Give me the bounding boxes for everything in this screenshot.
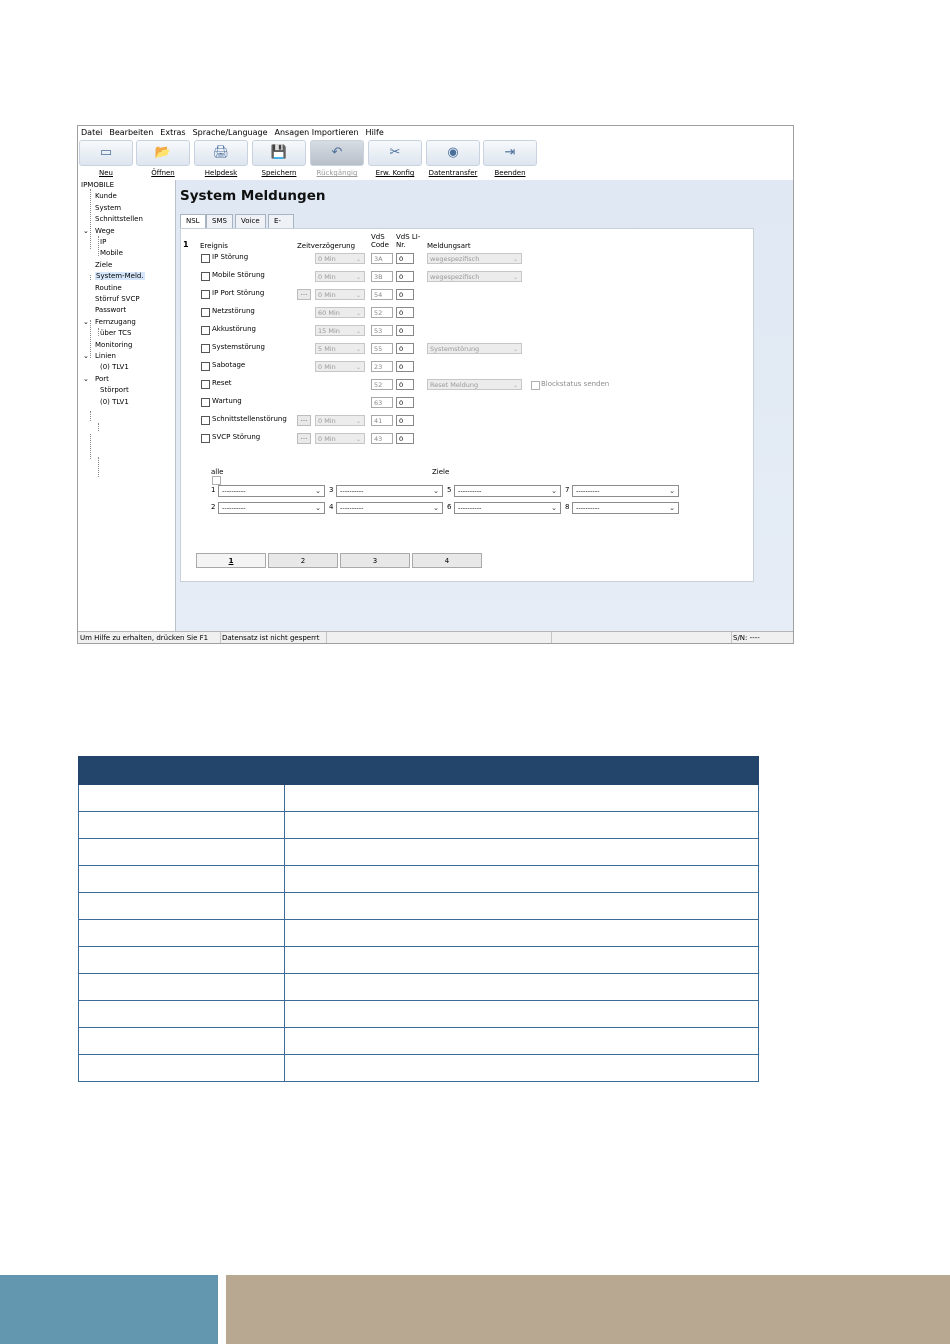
vds-code-field[interactable]: 41 [371, 415, 393, 426]
table-row [79, 1055, 759, 1082]
table-cell [285, 974, 759, 1001]
tree-item[interactable] [95, 283, 122, 294]
ellipsis-button[interactable]: ... [297, 415, 311, 426]
vds-li-field[interactable]: 0 [396, 361, 414, 372]
vds-li-field[interactable]: 0 [396, 307, 414, 318]
ziel-value: ---------- [576, 504, 600, 512]
tree-item-label: Linien [95, 352, 116, 360]
event-checkbox[interactable] [201, 380, 210, 389]
chevron-down-icon: ⌄ [355, 292, 361, 299]
event-label: IP Port Störung [212, 289, 265, 297]
toolbar-button-neu[interactable] [78, 140, 134, 176]
navigation-tree [78, 180, 176, 631]
table-row [79, 812, 759, 839]
delay-value: 0 Min [318, 291, 336, 299]
table-cell [79, 893, 285, 920]
footer-bar-left [0, 1275, 218, 1344]
delay-value: 0 Min [318, 273, 336, 281]
save-disk-icon: 💾 [252, 140, 306, 166]
delay-dropdown[interactable] [315, 289, 365, 300]
chevron-down-icon: ⌄ [315, 487, 321, 495]
table-row [79, 839, 759, 866]
chevron-down-icon: ⌄ [512, 256, 518, 263]
table-row [79, 1001, 759, 1028]
toolbar-label: Erw. Konfig [375, 169, 415, 177]
ziel-value: ---------- [222, 487, 246, 495]
status-serial: S/N: ---- [733, 634, 760, 642]
ziel-value: ---------- [340, 504, 364, 512]
table-cell [79, 1028, 285, 1055]
table-row [79, 893, 759, 920]
toolbar-label: Datentransfer [428, 169, 478, 177]
delay-value: 5 Min [318, 345, 336, 353]
vds-code-field[interactable]: 52 [371, 307, 393, 318]
tree-item-label: Port [95, 374, 109, 383]
table-cell [79, 785, 285, 812]
chevron-down-icon: ⌄ [355, 310, 361, 317]
chevron-down-icon[interactable]: ⌄ [83, 352, 89, 360]
tree-item[interactable] [95, 340, 132, 351]
ziel-number: 7 [565, 486, 570, 494]
ziel-number: 1 [211, 486, 216, 494]
vds-code-field[interactable]: 43 [371, 433, 393, 444]
tab-sms[interactable]: SMS [206, 214, 233, 228]
ziel-value: ---------- [576, 487, 600, 495]
ziel-value: ---------- [458, 487, 482, 495]
event-checkbox[interactable] [201, 362, 210, 371]
table-cell [285, 1028, 759, 1055]
vds-code-field[interactable]: 54 [371, 289, 393, 300]
event-label: Systemstörung [212, 343, 265, 351]
table-cell [79, 974, 285, 1001]
tab-nsl[interactable]: NSL [180, 214, 206, 229]
table-cell [285, 893, 759, 920]
status-bar [78, 631, 793, 644]
exit-door-icon: ⇥ [483, 140, 537, 166]
tree-guide-line [98, 457, 99, 477]
page-button-3[interactable]: 3 [340, 553, 410, 568]
toolbar-label: Neu [99, 169, 113, 177]
ziel-select[interactable] [454, 502, 561, 514]
vds-code-field[interactable]: 63 [371, 397, 393, 408]
tree-item-label: Fernzugang [95, 317, 136, 326]
ziel-number: 8 [565, 503, 570, 511]
delay-dropdown[interactable] [315, 343, 365, 354]
meldungsart-dropdown[interactable] [427, 253, 522, 264]
meldungsart-value: Reset Meldung [430, 381, 479, 389]
chevron-down-icon: ⌄ [551, 487, 557, 495]
vds-li-field[interactable]: 0 [396, 343, 414, 354]
table-header-row [79, 757, 759, 785]
event-checkbox[interactable] [201, 344, 210, 353]
table-cell [79, 812, 285, 839]
toolbar-button-speichern[interactable] [251, 140, 307, 176]
table-cell [285, 920, 759, 947]
chevron-down-icon: ⌄ [355, 436, 361, 443]
menu-hilfe[interactable]: Hilfe [365, 128, 384, 137]
vds-li-field[interactable]: 0 [396, 253, 414, 264]
chevron-down-icon[interactable]: ⌄ [83, 374, 89, 383]
vds-li-field[interactable]: 0 [396, 271, 414, 282]
chevron-down-icon: ⌄ [433, 504, 439, 512]
tree-item[interactable] [95, 351, 116, 362]
table-cell [79, 1055, 285, 1082]
status-empty-1 [326, 632, 552, 644]
table-cell [285, 812, 759, 839]
meldungsart-value: Systemstörung [430, 345, 480, 353]
status-record: Datensatz ist nicht gesperrt [220, 632, 327, 644]
event-label: Akkustörung [212, 325, 256, 333]
tree-item[interactable] [100, 248, 123, 259]
chevron-down-icon: ⌄ [355, 328, 361, 335]
tree-item[interactable] [100, 362, 129, 373]
tree-guide-line [90, 411, 91, 421]
delay-value: 0 Min [318, 417, 336, 425]
table-cell [79, 920, 285, 947]
delay-dropdown[interactable] [315, 253, 365, 264]
table-cell [285, 947, 759, 974]
event-checkbox[interactable] [201, 290, 210, 299]
tree-item-label: Mobile [100, 249, 123, 258]
header-vds-li: VdS LI-Nr. [396, 233, 421, 249]
event-label: Sabotage [212, 361, 246, 369]
ziel-number: 2 [211, 503, 216, 511]
tree-item-label: Ziele [95, 260, 113, 269]
page-title: System Meldungen [180, 188, 326, 204]
ziel-number: 6 [447, 503, 452, 511]
toolbar-label: Speichern [261, 169, 297, 177]
delay-value: 15 Min [318, 327, 340, 335]
tree-item-label: (0) TLV1 [100, 397, 129, 406]
vds-li-field[interactable]: 0 [396, 379, 414, 390]
chevron-down-icon: ⌄ [315, 504, 321, 512]
header-vds-code: VdS Code [371, 233, 389, 249]
tree-item[interactable] [95, 294, 140, 305]
header-meldungsart: Meldungsart [427, 242, 471, 250]
chevron-down-icon[interactable]: ⌄ [83, 317, 89, 326]
delay-value: 0 Min [318, 255, 336, 263]
delay-dropdown[interactable] [315, 307, 365, 318]
tree-item[interactable] [100, 328, 132, 339]
tree-item[interactable] [100, 385, 129, 396]
meldungsart-dropdown[interactable] [427, 343, 522, 354]
tree-item-label: Wege [95, 226, 115, 235]
tab-email[interactable]: E- [268, 214, 294, 228]
tree-item[interactable] [95, 305, 126, 316]
tree-item-label: IP [100, 238, 107, 246]
table-cell [285, 785, 759, 812]
menu-bearbeiten[interactable]: Bearbeiten [109, 128, 154, 137]
header-zeitverzoegerung: Zeitverzögerung [297, 242, 356, 250]
helpdesk-icon: 🖨 [194, 140, 248, 166]
vds-code-field[interactable]: 23 [371, 361, 393, 372]
table-row [79, 920, 759, 947]
tree-root[interactable]: IPMOBILE [81, 181, 115, 189]
table-row [79, 1028, 759, 1055]
vds-li-field[interactable]: 0 [396, 433, 414, 444]
event-checkbox[interactable] [201, 398, 210, 407]
chevron-down-icon[interactable]: ⌄ [83, 226, 89, 235]
tree-guide-line [90, 434, 91, 459]
table-cell [79, 1001, 285, 1028]
tree-item[interactable] [95, 374, 109, 385]
tree-item[interactable] [95, 203, 121, 214]
tree-guide-line [90, 189, 91, 249]
delay-dropdown[interactable] [315, 361, 365, 372]
nsl-panel [180, 228, 754, 582]
table-row [79, 947, 759, 974]
ziel-select[interactable] [572, 485, 679, 497]
meldungsart-value: wegespezifisch [430, 273, 480, 281]
delay-dropdown[interactable] [315, 325, 365, 336]
toolbar [78, 140, 793, 180]
delay-value: 0 Min [318, 435, 336, 443]
app-window [77, 125, 794, 644]
tree-guide-line [90, 275, 91, 280]
event-checkbox[interactable] [201, 326, 210, 335]
meldungsart-dropdown[interactable] [427, 379, 522, 390]
row-number: 1 [183, 240, 189, 249]
tree-item[interactable] [95, 271, 145, 282]
chevron-down-icon: ⌄ [551, 504, 557, 512]
table-cell [285, 839, 759, 866]
vds-li-field[interactable]: 0 [396, 289, 414, 300]
ziel-number: 4 [329, 503, 334, 511]
tree-item-label: System-Meld. [96, 272, 144, 281]
table-row [79, 785, 759, 812]
tree-item-label: Störruf SVCP [95, 295, 140, 303]
undo-icon: ↶ [310, 140, 364, 166]
table-cell [79, 866, 285, 893]
table-cell [79, 947, 285, 974]
chevron-down-icon: ⌄ [512, 346, 518, 353]
main-content [176, 180, 794, 631]
toolbar-label: Helpdesk [204, 169, 238, 177]
table-header-cell [285, 757, 759, 785]
tree-guide-line [98, 236, 99, 256]
table-cell [285, 1001, 759, 1028]
page-button-4[interactable]: 4 [412, 553, 482, 568]
chevron-down-icon: ⌄ [669, 504, 675, 512]
tree-item[interactable] [100, 237, 106, 248]
ziel-select[interactable] [336, 485, 443, 497]
vds-code-field[interactable]: 3A [371, 253, 393, 264]
chevron-down-icon: ⌄ [355, 364, 361, 371]
table-row [79, 974, 759, 1001]
chevron-down-icon: ⌄ [355, 418, 361, 425]
toolbar-label: Öffnen [151, 169, 175, 177]
tree-item[interactable] [100, 397, 129, 408]
tree-item[interactable] [95, 317, 136, 328]
vds-code-field[interactable]: 53 [371, 325, 393, 336]
vds-code-field[interactable]: 55 [371, 343, 393, 354]
toolbar-button-rückgängig[interactable] [309, 140, 365, 176]
tools-icon: ✂ [368, 140, 422, 166]
table-cell [285, 866, 759, 893]
ziel-select[interactable] [218, 502, 325, 514]
ellipsis-button[interactable]: ... [297, 433, 311, 444]
chevron-down-icon: ⌄ [669, 487, 675, 495]
tree-item-label: über TCS [100, 329, 132, 338]
vds-li-field[interactable]: 0 [396, 397, 414, 408]
event-checkbox[interactable] [201, 272, 210, 281]
tree-guide-line [98, 328, 99, 336]
ziel-select[interactable] [218, 485, 325, 497]
alle-checkbox[interactable] [212, 476, 221, 485]
ziel-value: ---------- [222, 504, 246, 512]
ziel-number: 3 [329, 486, 334, 494]
toolbar-button-beenden[interactable] [482, 140, 538, 176]
delay-value: 60 Min [318, 309, 340, 317]
tree-item-label: Schnittstellen [95, 215, 143, 224]
chevron-down-icon: ⌄ [433, 487, 439, 495]
chevron-down-icon: ⌄ [512, 382, 518, 389]
vds-li-field[interactable]: 0 [396, 325, 414, 336]
tree-item-label: System [95, 203, 122, 212]
toolbar-button-öffnen[interactable] [135, 140, 191, 176]
event-label: Wartung [212, 397, 242, 405]
globe-transfer-icon: ◉ [426, 140, 480, 166]
tree-item-label: (0) TLV1 [100, 363, 129, 372]
header-ereignis: Ereignis [200, 242, 228, 250]
chevron-down-icon: ⌄ [512, 274, 518, 281]
alle-label: alle [211, 468, 224, 476]
table-header-cell [79, 757, 285, 785]
event-label: Mobile Störung [212, 271, 265, 279]
event-checkbox[interactable] [201, 434, 210, 443]
ziel-select[interactable] [454, 485, 561, 497]
tree-guide-line [98, 423, 99, 431]
page-button-2[interactable]: 2 [268, 553, 338, 568]
event-checkbox[interactable] [201, 416, 210, 425]
event-checkbox[interactable] [201, 254, 210, 263]
event-label: Reset [212, 379, 232, 387]
table-row [79, 866, 759, 893]
empty-table [78, 756, 759, 1082]
tab-voice[interactable]: Voice [235, 214, 266, 228]
table-cell [285, 1055, 759, 1082]
toolbar-label: Rückgängig [316, 169, 358, 177]
event-label: Netzstörung [212, 307, 255, 315]
vds-code-field[interactable]: 52 [371, 379, 393, 390]
event-label: IP Störung [212, 253, 249, 261]
toolbar-button-helpdesk[interactable] [193, 140, 249, 176]
chevron-down-icon: ⌄ [355, 274, 361, 281]
tree-item-label: Passwort [95, 306, 127, 315]
tree-item[interactable] [95, 260, 112, 271]
toolbar-button-erw-konfig[interactable] [367, 140, 423, 176]
event-label: Schnittstellenstörung [212, 415, 287, 423]
ziele-label: Ziele [432, 468, 450, 476]
chevron-down-icon: ⌄ [355, 346, 361, 353]
tree-item-label: Kunde [95, 192, 117, 201]
ellipsis-button[interactable]: ... [297, 289, 311, 300]
delay-dropdown[interactable] [315, 415, 365, 426]
ziel-select[interactable] [572, 502, 679, 514]
meldungsart-dropdown[interactable] [427, 271, 522, 282]
ziel-number: 5 [447, 486, 452, 494]
status-help: Um Hilfe zu erhalten, drücken Sie F1 [78, 632, 221, 644]
blockstatus-checkbox[interactable] [531, 381, 540, 390]
menu-extras[interactable]: Extras [160, 128, 186, 137]
vds-li-field[interactable]: 0 [396, 415, 414, 426]
chevron-down-icon: ⌄ [355, 256, 361, 263]
page-button-1[interactable]: 1 [196, 553, 266, 568]
tree-item[interactable] [95, 214, 143, 225]
footer-bar-right [226, 1275, 950, 1344]
event-checkbox[interactable] [201, 308, 210, 317]
delay-dropdown[interactable] [315, 433, 365, 444]
menu-datei[interactable]: Datei [81, 128, 103, 137]
event-label: SVCP Störung [212, 433, 261, 441]
delay-dropdown[interactable] [315, 271, 365, 282]
delay-value: 0 Min [318, 363, 336, 371]
toolbar-label: Beenden [494, 169, 526, 177]
status-empty-2 [551, 632, 732, 644]
tree-item-label: Routine [95, 283, 122, 292]
tree-item-label: Monitoring [95, 340, 133, 349]
ziel-value: ---------- [458, 504, 482, 512]
menu-ansagen-importieren[interactable]: Ansagen Importieren [274, 128, 359, 137]
tree-guide-line [90, 320, 91, 358]
open-folder-icon: 📂 [136, 140, 190, 166]
menu-sprache[interactable]: Sprache/Language [192, 128, 268, 137]
vds-code-field[interactable]: 3B [371, 271, 393, 282]
tree-item[interactable] [95, 191, 117, 202]
ziel-select[interactable] [336, 502, 443, 514]
meldungsart-value: wegespezifisch [430, 255, 480, 263]
menu-bar [78, 126, 793, 140]
new-document-icon: ▭ [79, 140, 133, 166]
toolbar-button-datentransfer[interactable] [425, 140, 481, 176]
blockstatus-label: Blockstatus senden [541, 380, 610, 388]
table-cell [79, 839, 285, 866]
tree-item-label: Störport [100, 386, 129, 395]
ziel-value: ---------- [340, 487, 364, 495]
